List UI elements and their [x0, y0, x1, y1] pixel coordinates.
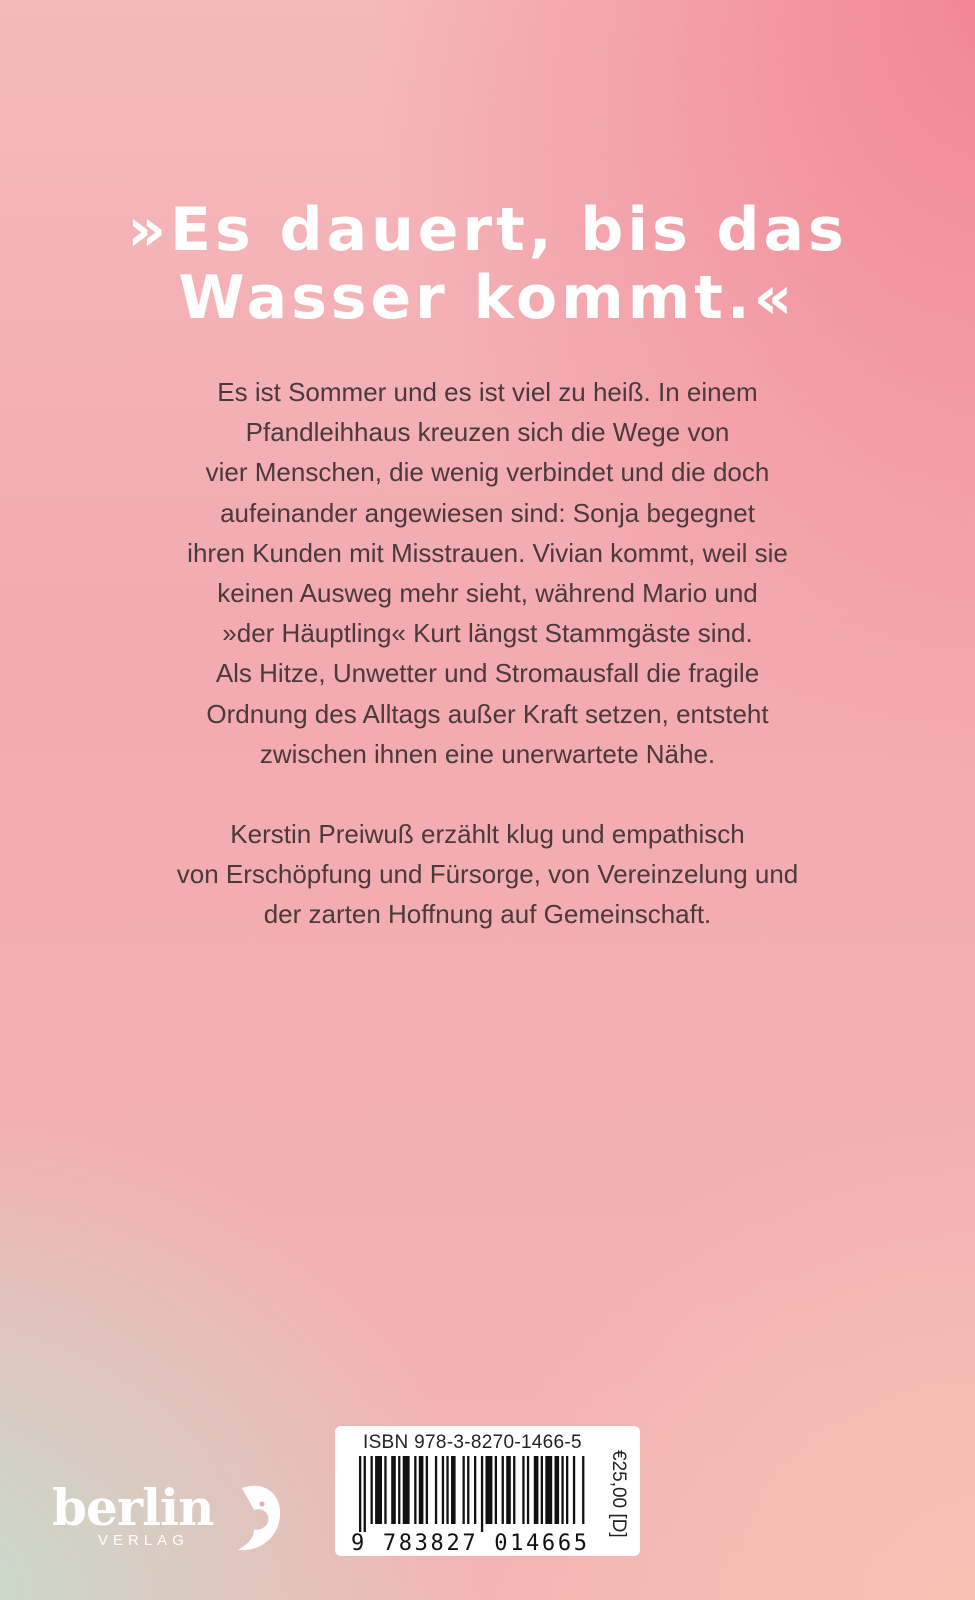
bear-logo-icon	[224, 1480, 282, 1554]
blurb-line: ihren Kunden mit Misstrauen. Vivian kommt, weil sie	[187, 537, 788, 568]
barcode-bar	[414, 1456, 416, 1524]
barcode-bar	[527, 1456, 529, 1524]
barcode-bar	[573, 1456, 575, 1524]
barcode-bar	[364, 1456, 366, 1532]
barcode-bar	[359, 1456, 361, 1532]
blurb-line: zwischen ihnen eine unerwartete Nähe.	[259, 738, 716, 769]
publisher-logo	[52, 1480, 282, 1560]
publisher-subtitle: VERLAG	[98, 1532, 189, 1549]
barcode-bar	[426, 1456, 428, 1524]
price-label: €25,00 [D]	[608, 1450, 629, 1538]
barcode	[347, 1456, 592, 1554]
blurb-line: Es ist Sommer und es ist viel zu heiß. In einem	[217, 377, 758, 407]
barcode-bar	[419, 1456, 424, 1524]
blurb-text	[0, 372, 975, 935]
blurb-line: Als Hitze, Unwetter und Stromausfall die fragile	[215, 658, 760, 689]
blurb-line: keinen Ausweg mehr sieht, während Mario und	[217, 578, 758, 609]
barcode-bar	[582, 1456, 584, 1524]
barcode-bar	[561, 1456, 563, 1524]
blurb-paragraph-2	[0, 814, 975, 935]
barcode-bar	[541, 1456, 543, 1524]
barcode-bar	[495, 1456, 497, 1524]
barcode-panel	[335, 1426, 640, 1556]
blurb-line: Ordnung des Alltags außer Kraft setzen, entsteht	[206, 698, 769, 729]
blurb-line: Kerstin Preiwuß erzählt klug und empathisch	[230, 819, 745, 850]
headline-line-1: »Es dauert, bis das	[127, 195, 848, 265]
barcode-bar	[463, 1456, 465, 1524]
barcode-bar	[513, 1456, 515, 1524]
blurb-line: aufeinander angewiesen sind: Sonja begegnet	[220, 497, 755, 528]
barcode-bar	[451, 1456, 456, 1524]
barcode-bar	[371, 1456, 373, 1524]
blurb-paragraph-1	[0, 372, 975, 774]
barcode-bar	[384, 1456, 386, 1524]
barcode-bar	[442, 1456, 444, 1524]
publisher-name: berlin	[52, 1478, 214, 1537]
blurb-line: von Erschöpfung und Fürsorge, von Vereinzelung und	[176, 859, 799, 890]
barcode-bar	[467, 1456, 469, 1524]
blurb-line: vier Menschen, die wenig verbindet und die doch	[205, 457, 770, 488]
barcode-bar	[566, 1456, 568, 1524]
blurb-line: »der Häuptling« Kurt längst Stammgäste sind.	[222, 618, 753, 649]
barcode-bar	[486, 1456, 493, 1524]
barcode-bar	[502, 1456, 504, 1524]
barcode-bar	[435, 1456, 437, 1524]
barcode-bar	[446, 1456, 448, 1524]
barcode-bar	[481, 1456, 483, 1532]
barcode-bar	[391, 1456, 396, 1524]
barcode-bar	[534, 1456, 539, 1524]
barcode-bar	[522, 1456, 524, 1524]
barcode-bar	[545, 1456, 552, 1524]
barcode-bar	[474, 1456, 476, 1524]
barcode-digits: 9 783827 014665	[351, 1531, 587, 1554]
barcode-bar	[403, 1456, 410, 1524]
headline-quote	[0, 196, 975, 332]
barcode-bar	[506, 1456, 511, 1524]
isbn-number: ISBN 978-3-8270-1466-5	[363, 1432, 582, 1453]
barcode-bar	[375, 1456, 382, 1524]
barcode-bar	[398, 1456, 400, 1524]
barcode-bar	[555, 1456, 560, 1524]
blurb-line: Pfandleihhaus kreuzen sich die Wege von	[245, 417, 730, 448]
headline-line-2: Wasser kommt.«	[178, 263, 797, 333]
blurb-line: der zarten Hoffnung auf Gemeinschaft.	[263, 899, 712, 930]
